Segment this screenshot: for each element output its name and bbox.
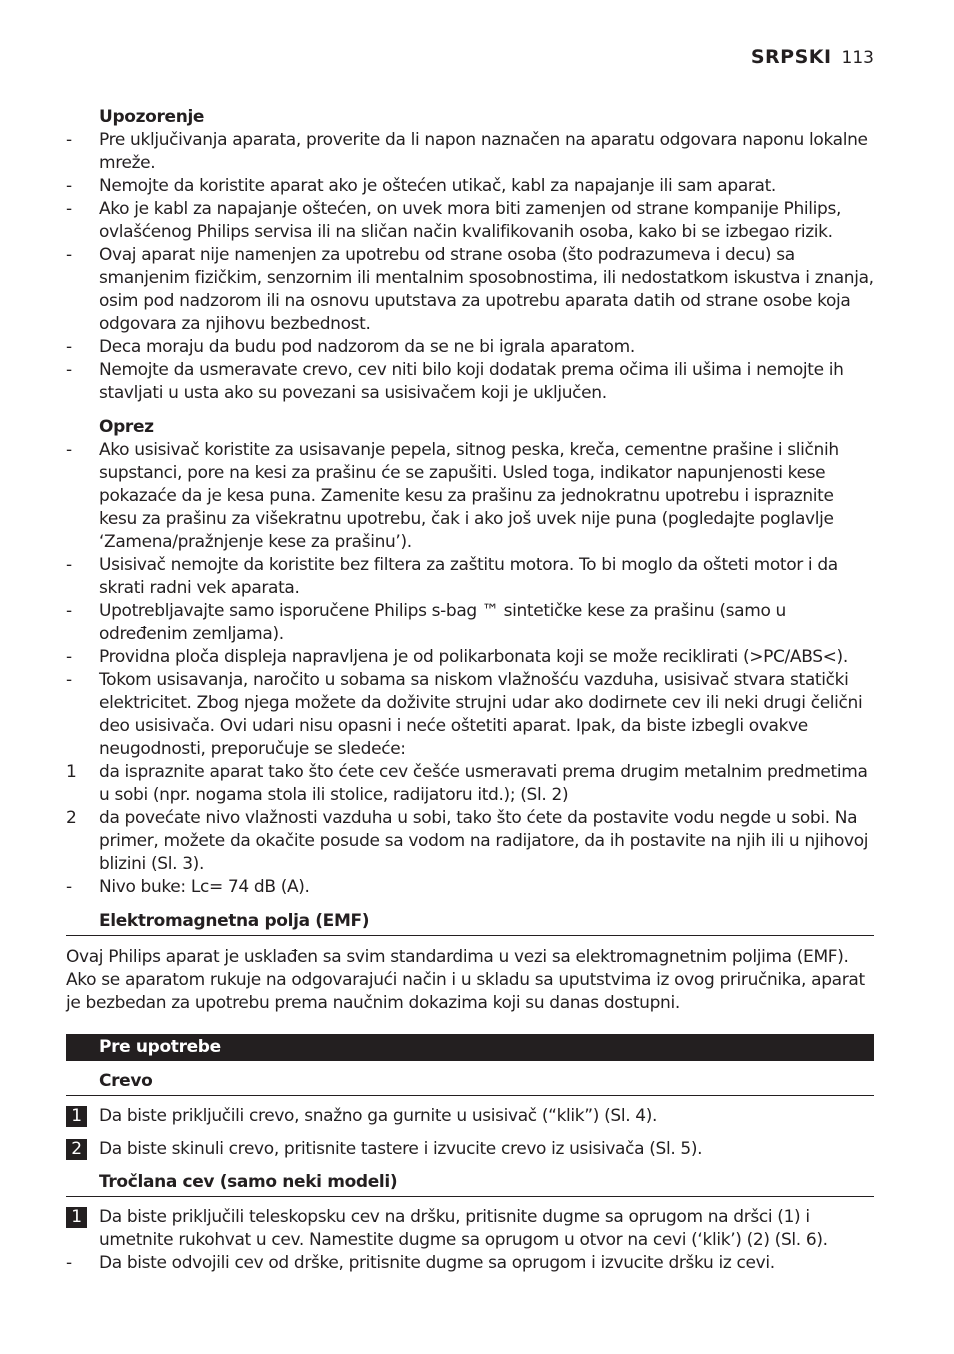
list-item: - Nivo buke: Lc= 74 dB (A). — [66, 877, 310, 897]
step-number: 1 — [66, 1207, 87, 1228]
list-item: - Usisivač nemojte da koristite bez filtera za zaštitu motora. To bi moglo da ošteti motor i da skrati radni vek aparata. — [66, 555, 838, 598]
hose-heading: Crevo — [66, 1070, 874, 1096]
list-item: - Nemojte da usmeravate crevo, cev niti bilo koji dodatak prema očima ili ušima i nemojte ih stavljati u usta ako su povezani sa usisivačem koji je uključen. — [66, 360, 844, 403]
list-item: - Nemojte da koristite aparat ako je oštećen utikač, kabl za napajanje ili sam aparat. — [66, 176, 776, 196]
step-item: 1 Da biste priključili crevo, snažno ga gurnite u usisivač (“klik”) (Sl. 4). — [66, 1105, 874, 1128]
caution-heading: Oprez — [99, 417, 154, 437]
tube-heading: Tročlana cev (samo neki modeli) — [66, 1171, 874, 1197]
list-item: - Providna ploča displeja napravljena je od polikarbonata koji se može reciklirati (>PC/ABS<). — [66, 647, 848, 667]
numbered-item: 1 da ispraznite aparat tako što ćete cev češće usmeravati prema drugim metalnim predmetima u sobi (npr. nogama stola ili stolice, radijatoru itd.); (Sl. 2) — [66, 762, 868, 805]
step-item: 2 Da biste skinuli crevo, pritisnite tastere i izvucite crevo iz usisivača (Sl. 5). — [66, 1138, 874, 1161]
list-item: - Pre uključivanja aparata, proverite da li napon naznačen na aparatu odgovara naponu lokalne mreže. — [66, 130, 868, 173]
numbered-item: 2 da povećate nivo vlažnosti vazduha u sobi, tako što ćete da postavite vodu negde u sobi. Na primer, možete da okačite posude sa vodom na radijatore, da ih postavite na njih ili u njihovoj blizini (Sl. 3). — [66, 808, 869, 874]
before-use-heading: Pre upotrebe — [66, 1034, 874, 1061]
step-item: 1 Da biste priključili teleskopsku cev na dršku, pritisnite dugme sa oprugom na dršci (1) i umetnite rukohvat u cev. Namestite dugme sa oprugom u otvor na cevi (‘klik’) (2) (Sl. 6). — [66, 1206, 874, 1252]
language-label: SRPSKI — [750, 46, 832, 68]
list-item: - Deca moraju da budu pod nadzorom da se ne bi igrala aparatom. — [66, 337, 635, 357]
list-item: - Da biste odvojili cev od drške, pritisnite dugme sa oprugom i izvucite dršku iz cevi. — [66, 1253, 775, 1273]
emf-paragraph: Ovaj Philips aparat je usklađen sa svim standardima u vezi sa elektromagnetnim poljima (EMF). Ako se aparatom rukuje na odgovarajući način i u skladu sa uputstvima iz ovog priručnika, aparat je bezbedan za upotrebu prema naučnim dokazima koji su danas dostupni. — [66, 947, 865, 1013]
page-number: 113 — [841, 48, 874, 68]
step-number: 1 — [66, 1106, 87, 1127]
list-item: - Ako je kabl za napajanje oštećen, on uvek mora biti zamenjen od strane kompanije Philips, ovlašćenog Philips servisa ili na sličan način kvalifikovanih osoba, kako bi se izbegao rizik. — [66, 199, 842, 242]
page-header — [751, 46, 874, 68]
step-number: 2 — [66, 1139, 87, 1160]
list-item: - Tokom usisavanja, naročito u sobama sa niskom vlažnošću vazduha, usisivač stvara statički elektricitet. Zbog njega možete da doživite strujni udar ako dodirnete cev ili neki drugi čelični deo usisivača. Ovi udari nisu opasni i neće oštetiti aparat. Ipak, da biste izbegli ovakve neugodnosti, preporučuje se sledeće: — [66, 670, 863, 759]
list-item: - Ovaj aparat nije namenjen za upotrebu od strane osoba (što podrazumeva i decu) sa smanjenim fizičkim, senzornim ili mentalnim sposobnostima, ili nedostatkom iskustva i znanja, osim pod nadzorom ili na osnovu uputstava za upotrebu aparata datih od strane osobe koja odgovara za njihovu bezbednost. — [66, 245, 874, 334]
list-item: - Ako usisivač koristite za usisavanje pepela, sitnog peska, kreča, cementne prašine i sličnih supstanci, pore na kesi za prašinu će se zapušiti. Usled toga, indikator napunjenosti kese pokazaće da je kesa puna. Zamenite kesu za prašinu za jednokratnu upotrebu i ispraznite kesu za prašinu za višekratnu upotrebu, čak i ako još uvek nije puna (pogledajte poglavlje ‘Zamena/pražnjenje kese za prašinu’). — [66, 440, 839, 552]
list-item: - Upotrebljavajte samo isporučene Philips s-bag ™ sintetičke kese za prašinu (samo u određenim zemljama). — [66, 601, 786, 644]
page-content — [66, 106, 874, 1275]
warning-heading: Upozorenje — [99, 107, 205, 127]
emf-heading: Elektromagnetna polja (EMF) — [66, 910, 874, 936]
